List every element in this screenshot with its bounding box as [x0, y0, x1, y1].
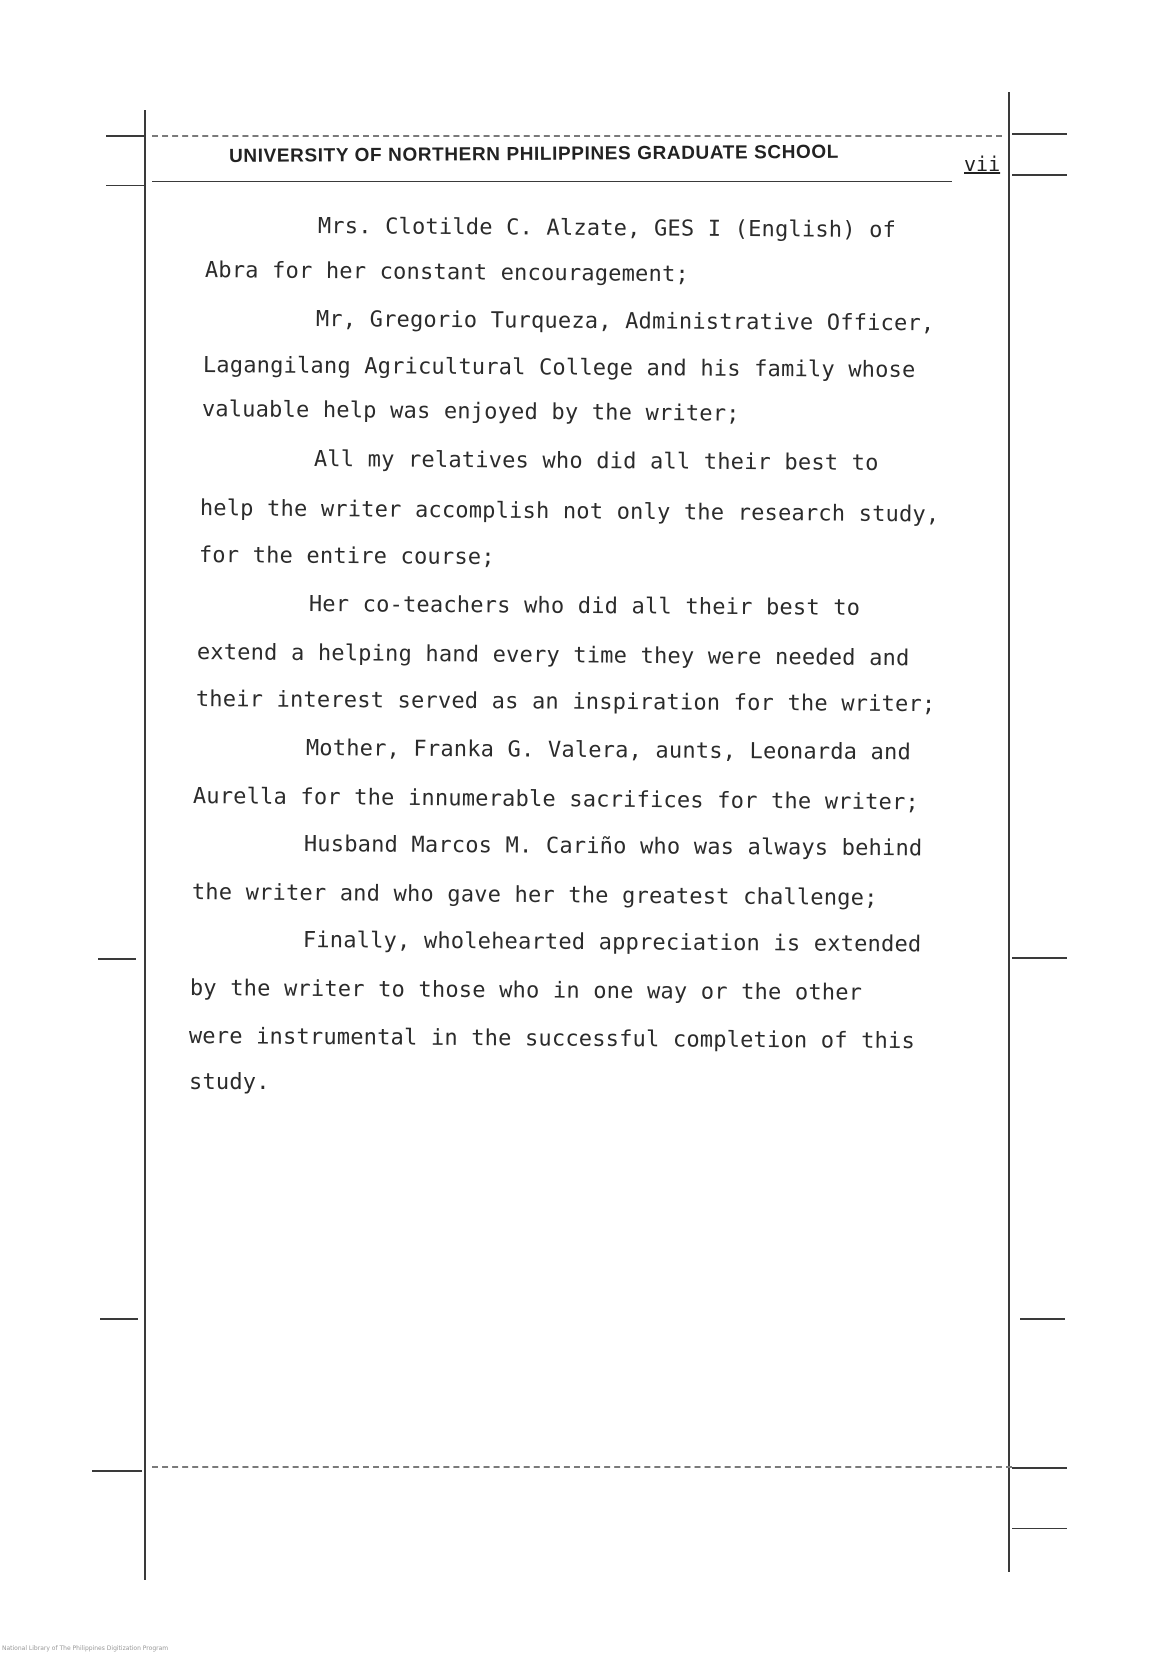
text-line: extend a helping hand every time they were needed and [196, 640, 910, 672]
page-number: vii [964, 152, 1001, 176]
text-line: Aurella for the innumerable sacrifices for the writer; [192, 784, 920, 816]
text-line: by the writer to those who in one way or the other [189, 976, 863, 1006]
text-line: Abra for her constant encouragement; [204, 258, 690, 288]
text-line: the writer and who gave her the greatest challenge; [191, 880, 878, 911]
text-line: were instrumental in the successful completion of this [188, 1024, 916, 1055]
text-line: valuable help was enjoyed by the writer; [201, 397, 740, 427]
text-line: their interest served as an inspiration for the writer; [195, 687, 936, 718]
text-line: Mr, Gregorio Turqueza, Administrative Officer, [315, 307, 935, 337]
scan-credit: National Library of The Philippines Digitization Program [2, 1645, 169, 1652]
text-line: help the writer accomplish not only the research study, [199, 496, 940, 528]
text-line: All my relatives who did all their best to [313, 447, 879, 476]
text-line: Finally, wholehearted appreciation is extended [302, 928, 922, 958]
text-line: Mrs. Clotilde C. Alzate, GES I (English) of [317, 214, 897, 244]
text-line: study. [189, 1070, 270, 1095]
text-line: Husband Marcos M. Cariño who was always behind [303, 832, 923, 862]
text-line: for the entire course; [198, 543, 495, 571]
text-line: Lagangilang Agricultural College and his family whose [202, 353, 916, 383]
text-line: Mother, Franka G. Valera, aunts, Leonarda and [305, 736, 912, 766]
page-header-title: UNIVERSITY OF NORTHERN PHILIPPINES GRADUATE SCHOOL [229, 141, 840, 167]
text-line: Her co-teachers who did all their best to [308, 592, 861, 621]
